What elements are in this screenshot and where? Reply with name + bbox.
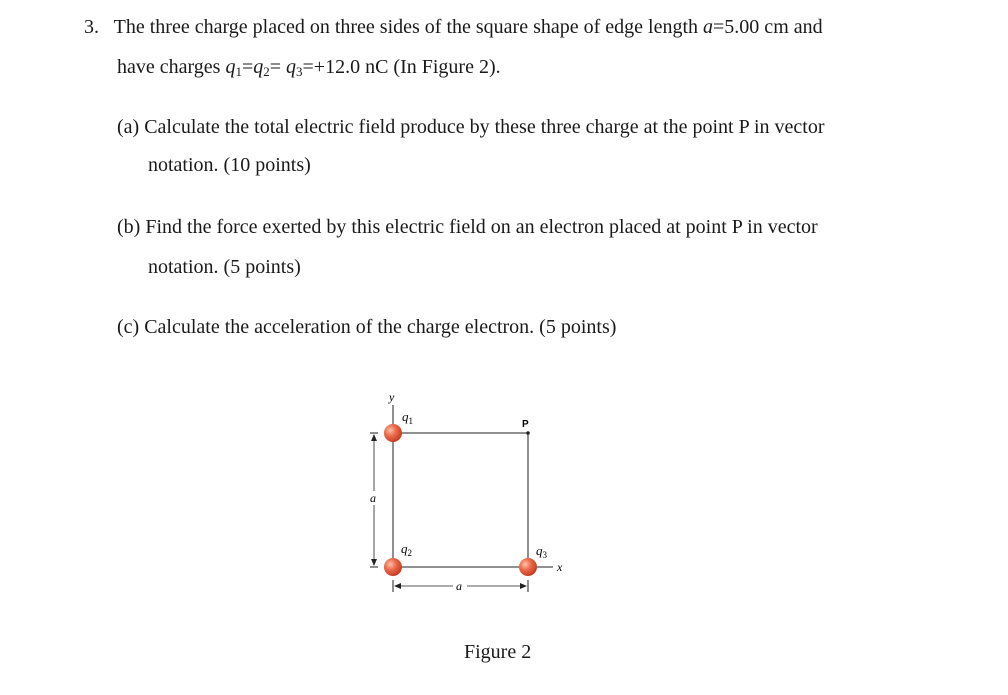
part-c-text: Calculate the acceleration of the charge electron. (5 points) (144, 316, 617, 338)
q3-sub: 3 (542, 550, 547, 560)
part-a-line-1 (117, 115, 825, 139)
q1-letter: q (402, 409, 409, 424)
part-b-text: Find the force exerted by this electric field on an electron placed at point P in vector (145, 216, 818, 238)
q3-label (536, 543, 548, 560)
edge-variable: a (703, 16, 714, 38)
dim-horizontal-label: a (456, 579, 462, 593)
dim-vertical-label: a (370, 491, 376, 505)
dim-vertical-arrow-down (371, 559, 377, 566)
charge-q2 (384, 558, 402, 576)
q3-symbol: q (286, 56, 297, 78)
part-c-line-1 (117, 315, 616, 339)
part-b-line-1 (117, 215, 818, 239)
part-b-label: (b) (117, 216, 141, 238)
part-a-points: notation. (10 points) (148, 154, 311, 176)
q1-sub: 1 (408, 416, 413, 426)
q1-symbol: q (225, 56, 236, 78)
part-b-points: notation. (5 points) (148, 256, 301, 278)
q3-subscript: 3 (296, 64, 303, 79)
dim-horizontal-arrow-left (394, 583, 401, 589)
q2-letter: q (401, 541, 408, 556)
q2-sub: 2 (407, 548, 412, 558)
part-c-label: (c) (117, 316, 140, 338)
equals-1: = (241, 56, 254, 78)
problem-text-1: The three charge placed on three sides of the square shape of edge length (113, 16, 704, 38)
point-p-dot (526, 431, 530, 435)
part-a-line-2 (148, 153, 311, 177)
part-a-label: (a) (117, 116, 140, 138)
dim-vertical-arrow-up (371, 434, 377, 441)
charge-value: =+12.0 nC (In Figure 2). (302, 56, 501, 78)
problem-text-2: have charges (117, 56, 226, 78)
edge-value: =5.00 cm and (713, 16, 823, 38)
part-a-text: Calculate the total electric field produce by these three charge at the point P in vector (144, 116, 825, 138)
q1-subscript: 1 (235, 64, 242, 79)
q2-subscript: 2 (263, 64, 270, 79)
charge-q3 (519, 558, 537, 576)
part-b-line-2 (148, 255, 301, 279)
dim-horizontal-arrow-right (520, 583, 527, 589)
figure-caption: Figure 2 (464, 641, 532, 663)
problem-line-2 (117, 55, 501, 79)
q3-letter: q (536, 543, 543, 558)
x-axis-label: x (557, 560, 563, 574)
q2-label (401, 541, 412, 558)
charge-q1 (384, 424, 402, 442)
square-charge-figure (355, 385, 585, 605)
point-p-label: P (522, 419, 529, 430)
q2-symbol: q (253, 56, 264, 78)
q1-label (402, 409, 413, 426)
y-axis-label: y (389, 390, 395, 404)
equals-2: = (269, 56, 287, 78)
problem-number: 3. (84, 16, 99, 38)
problem-line-1 (84, 15, 823, 39)
